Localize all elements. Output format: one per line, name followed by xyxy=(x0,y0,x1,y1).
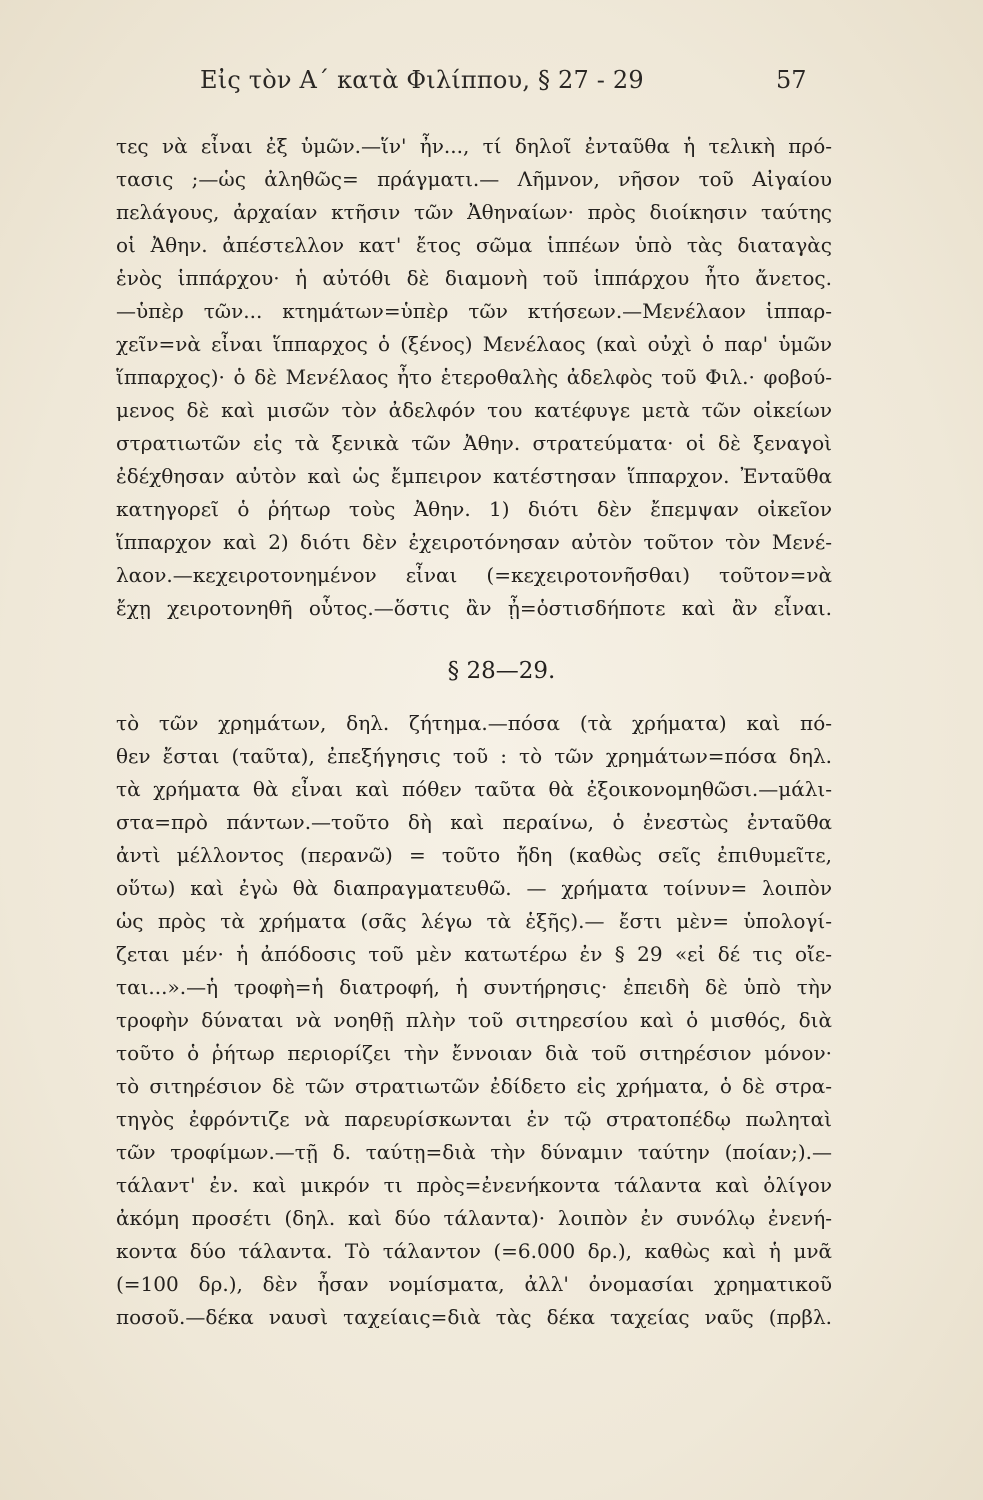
text-line: τὸ σιτηρέσιον δὲ τῶν στρατιωτῶν ἐδίδετο εἰς χρήματα, ὁ δὲ στρα- xyxy=(116,1074,832,1098)
text-line: ἵππαρχος)· ὁ δὲ Μενέλαος ἦτο ἑτεροθαλὴς ἀδελφὸς τοῦ Φιλ.· φοβού- xyxy=(116,365,832,389)
section-heading-text: § 28—29. xyxy=(447,658,556,684)
text-line: κατηγορεῖ ὁ ῥήτωρ τοὺς Ἀθην. 1) διότι δὲν ἔπεμψαν οἰκεῖον xyxy=(116,497,832,521)
text-line: ἀκόμη προσέτι (δηλ. καὶ δύο τάλαντα)· λοιπὸν ἐν συνόλῳ ἐνενή- xyxy=(116,1206,832,1230)
text-line: ποσοῦ.—δέκα ναυσὶ ταχείαις=διὰ τὰς δέκα ταχείας ναῦς (πρβλ. xyxy=(116,1305,832,1329)
text-line: τασις ;—ὡς ἀληθῶς= πράγματι.— Λῆμνον, νῆσον τοῦ Αἰγαίου xyxy=(116,167,832,191)
text-line: κοντα δύο τάλαντα. Τὸ τάλαντον (=6.000 δρ.), καθὼς καὶ ἡ μνᾶ xyxy=(116,1239,832,1263)
text-line: στα=πρὸ πάντων.—τοῦτο δὴ καὶ περαίνω, ὁ ἐνεστὼς ἐνταῦθα xyxy=(116,810,832,834)
text-line: ἀντὶ μέλλοντος (περανῶ) = τοῦτο ἤδη (καθὼς σεῖς ἐπιθυμεῖτε, xyxy=(116,843,832,867)
text-line: τῶν τροφίμων.—τῇ δ. ταύτῃ=διὰ τὴν δύναμιν ταύτην (ποίαν;).— xyxy=(116,1140,832,1164)
text-line: χεῖν=νὰ εἶναι ἵππαρχος ὁ (ξένος) Μενέλαος (καὶ οὐχὶ ὁ παρ' ὑμῶν xyxy=(116,332,832,356)
text-line: ἵππαρχον καὶ 2) διότι δὲν ἐχειροτόνησαν αὐτὸν τοῦτον τὸν Μενέ- xyxy=(116,530,832,554)
text-line: ἑνὸς ἱππάρχου· ἡ αὐτόθι δὲ διαμονὴ τοῦ ἱππάρχου ἦτο ἄνετος. xyxy=(116,266,832,290)
text-line: μενος δὲ καὶ μισῶν τὸν ἀδελφόν του κατέφυγε μετὰ τῶν οἰκείων xyxy=(116,398,832,422)
text-line: τὸ τῶν χρημάτων, δηλ. ζήτημα.—πόσα (τὰ χρήματα) καὶ πό- xyxy=(116,711,832,735)
text-line: στρατιωτῶν εἰς τὰ ξενικὰ τῶν Ἀθην. στρατεύματα· οἱ δὲ ξεναγοὶ xyxy=(116,431,832,455)
text-line: (=100 δρ.), δὲν ἦσαν νομίσματα, ἀλλ' ὀνομασίαι χρηματικοῦ xyxy=(116,1272,832,1296)
text-line: ζεται μέν· ἡ ἀπόδοσις τοῦ μὲν κατωτέρω ἐν § 29 «εἰ δέ τις οἴε- xyxy=(116,942,832,966)
page-number: 57 xyxy=(776,66,807,94)
section-heading xyxy=(0,658,983,684)
text-line: ἔχῃ χειροτονηθῆ οὗτος.—ὅστις ἂν ᾖ=ὁστισδήποτε καὶ ἂν εἶναι. xyxy=(116,596,832,620)
text-line: ται...».—ἡ τροφὴ=ἡ διατροφή, ἡ συντήρησις· ἐπειδὴ δὲ ὑπὸ τὴν xyxy=(116,975,832,999)
text-line: τὰ χρήματα θὰ εἶναι καὶ πόθεν ταῦτα θὰ ἐξοικονομηθῶσι.—μάλι- xyxy=(116,777,832,801)
text-line: λαον.—κεχειροτονημένον εἶναι (=κεχειροτονῆσθαι) τοῦτον=νὰ xyxy=(116,563,832,587)
text-line: τες νὰ εἶναι ἐξ ὑμῶν.—ἵν' ἦν..., τί δηλοῖ ἐνταῦθα ἡ τελικὴ πρό- xyxy=(116,134,832,158)
text-line: τάλαντ' ἐν. καὶ μικρόν τι πρὸς=ἐνενήκοντα τάλαντα καὶ ὀλίγον xyxy=(116,1173,832,1197)
text-line: τοῦτο ὁ ῥήτωρ περιορίζει τὴν ἔννοιαν διὰ τοῦ σιτηρέσιον μόνον· xyxy=(116,1041,832,1065)
text-line: ἐδέχθησαν αὐτὸν καὶ ὡς ἔμπειρον κατέστησαν ἵππαρχον. Ἐνταῦθα xyxy=(116,464,832,488)
text-line: οὕτω) καὶ ἐγὼ θὰ διαπραγματευθῶ. — χρήματα τοίνυν= λοιπὸν xyxy=(116,876,832,900)
text-line: πελάγους, ἀρχαίαν κτῆσιν τῶν Ἀθηναίων· πρὸς διοίκησιν ταύτης xyxy=(116,200,832,224)
text-line: οἱ Ἀθην. ἀπέστελλον κατ' ἔτος σῶμα ἱππέων ὑπὸ τὰς διαταγὰς xyxy=(116,233,832,257)
running-title: Εἰς τὸν Α΄ κατὰ Φιλίππου, § 27 - 29 xyxy=(200,66,644,94)
text-line: τροφὴν δύναται νὰ νοηθῇ πλὴν τοῦ σιτηρεσίου καὶ ὁ μισθός, διὰ xyxy=(116,1008,832,1032)
text-line: —ὑπὲρ τῶν... κτημάτων=ὑπὲρ τῶν κτήσεων.—Μενέλαον ἱππαρ- xyxy=(116,299,832,323)
text-line: τηγὸς ἐφρόντιζε νὰ παρευρίσκωνται ἐν τῷ στρατοπέδῳ πωληταὶ xyxy=(116,1107,832,1131)
text-line: θεν ἔσται (ταῦτα), ἐπεξήγησις τοῦ : τὸ τῶν χρημάτων=πόσα δηλ. xyxy=(116,744,832,768)
text-line: ὡς πρὸς τὰ χρήματα (σᾶς λέγω τὰ ἑξῆς).— ἔστι μὲν= ὑπολογί- xyxy=(116,909,832,933)
